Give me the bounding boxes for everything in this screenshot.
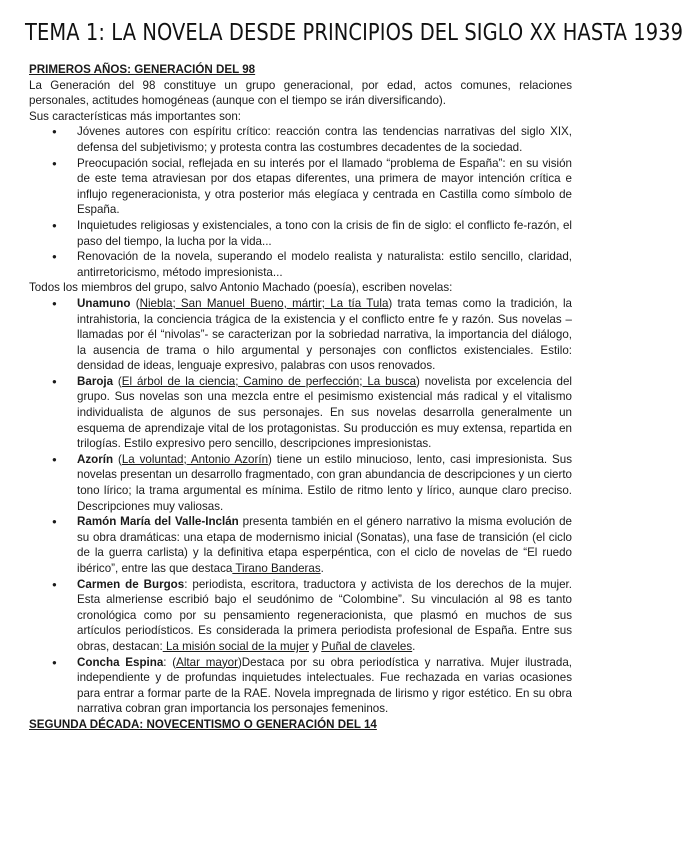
- document-title: TEMA 1: LA NOVELA DESDE PRINCIPIOS DEL SIGLO XX HASTA 1939: [25, 20, 683, 46]
- author-works: La misión social de la mujer: [162, 639, 310, 653]
- author-item-valle-inclan: [29, 514, 572, 576]
- author-item-unamuno: [29, 296, 572, 374]
- author-text: .: [320, 562, 324, 575]
- author-works: Altar mayor: [176, 655, 238, 669]
- author-text: (: [130, 296, 140, 310]
- list-item: ● Inquietudes religiosas y existenciales, a tono con la crisis de fin de siglo: el conflicto fe-razón, el paso del tiempo, la lucha por la vida...: [29, 218, 572, 249]
- author-works: La voluntad; Antonio Azorín: [121, 452, 269, 466]
- author-name: Ramón María del Valle-Inclán: [77, 515, 239, 529]
- author-name: Baroja: [77, 374, 114, 388]
- author-text: (: [113, 374, 122, 388]
- author-works: El árbol de la ciencia; Camino de perfección; La busca: [121, 374, 417, 388]
- author-works: Niebla; San Manuel Bueno, mártir; La tía Tula: [139, 296, 389, 310]
- author-item-baroja: [29, 374, 572, 452]
- author-name: Unamuno: [77, 296, 131, 310]
- authors-list: [29, 296, 572, 717]
- document-body: [29, 62, 572, 733]
- author-name: Concha Espina: [77, 655, 164, 669]
- authors-lead: Todos los miembros del grupo, salvo Antonio Machado (poesía), escriben novelas:: [29, 281, 453, 295]
- author-text: : periodista, escritora, traductora y activista de los derechos de la mujer. Esta almeriense escribió bajo el seudónimo de “Colombine”. Su vinculación al 98 es tanto cronológica como por su pensamiento regeneracionista, que plasmó en muchos de sus artículos periodísticos. Es considerada la primera periodista profesional de España. Entre sus obras, destacan:: [77, 577, 572, 653]
- list-item: ● Renovación de la novela, superando el modelo realista y naturalista: estilo sencillo, claridad, antirretoricismo, método impresionista...: [29, 249, 572, 280]
- list-item: ● Preocupación social, reflejada en su interés por el llamado “problema de España”: en su visión de este tema atraviesan por dos etapas diferentes, una primera de mayor intención crítica e influjo regeneracionista, y otra posterior más elegíaca y centrada en Castilla como símbolo de España.: [29, 156, 572, 218]
- author-text: (: [113, 452, 122, 466]
- author-text: presenta también en el género narrativo la misma evolución de su obra dramáticas: una etapa de modernismo inicial (Sonatas), una fase de transición (el ciclo de la guerra carlista) y la definitiva etapa esperpéntica, con el ciclo de novelas de “El ruedo ibérico”, entre las que destaca: [77, 515, 572, 575]
- author-item-carmen-de-burgos: [29, 577, 572, 655]
- author-text: ) novelista por excelencia del grupo. Sus novelas son una mezcla entre el pesimismo existencial más radical y el vitalismo individualista de algunos de sus personajes. En sus novelas desarrolla generalmente un esquema de aprendizaje vital de los protagonistas. Su producción es muy extensa, repartida en trilogías. Estilo expresivo pero sencillo, descripciones impresionistas.: [77, 374, 572, 451]
- section-heading-generacion-98: PRIMEROS AÑOS: GENERACIÓN DEL 98: [29, 63, 256, 76]
- author-name: Azorín: [77, 452, 114, 466]
- author-text: : (: [163, 655, 177, 669]
- author-name: Carmen de Burgos: [77, 577, 185, 591]
- author-item-concha-espina: [29, 655, 572, 717]
- author-text: .: [412, 639, 416, 653]
- author-text: y: [309, 639, 322, 653]
- section-intro: La Generación del 98 constituye un grupo generacional, por edad, actos comunes, relaciones personales, actitudes homogéneas (aunque con el tiempo se irán diversificando).: [29, 78, 572, 108]
- characteristics-list: [29, 124, 572, 280]
- author-item-azorin: [29, 452, 572, 514]
- section-heading-novecentismo: SEGUNDA DÉCADA: NOVECENTISMO O GENERACIÓN DEL 14: [29, 717, 377, 731]
- characteristics-lead: Sus características más importantes son:: [29, 109, 241, 123]
- list-item: ● Jóvenes autores con espíritu crítico: reacción contra las tendencias narrativas del siglo XIX, defensa del subjetivismo; y protesta contra las costumbres decadentes de la sociedad.: [29, 124, 572, 155]
- author-works: Puñal de claveles: [321, 639, 413, 653]
- author-text: ) tiene un estilo minucioso, lento, casi impresionista. Sus novelas presentan un desarrollo fragmentado, con gran abundancia de descripciones y un cierto tono lírico; la trama argumental es mínima. Estilo de ritmo lento y lírico, aunque claro preciso. Descripciones muy valiosas.: [77, 452, 572, 513]
- author-text: ) trata temas como la tradición, la intrahistoria, la conciencia trágica de la existencia y el conflicto entre fe y razón. Sus novelas –llamadas por él “nivolas”- se caracterizan por la sobriedad narrativa, la importancia del diálogo, la ausencia de trama o hilo argumental y personajes con conflictos existenciales. Estilo: densidad de ideas, lenguaje expresivo, palabras con usos renovados.: [77, 296, 572, 373]
- author-works: Tirano Banderas: [232, 562, 321, 575]
- author-text: )Destaca por su obra periodística y narrativa. Mujer ilustrada, independiente y de profundas inquietudes intelectuales. Fue rechazada en varias ocasiones para entrar a formar parte de la RAE. Novela impregnada de lirismo y rigor estético. En su obra narrativa cobran gran importancia los personajes femeninos.: [77, 655, 572, 716]
